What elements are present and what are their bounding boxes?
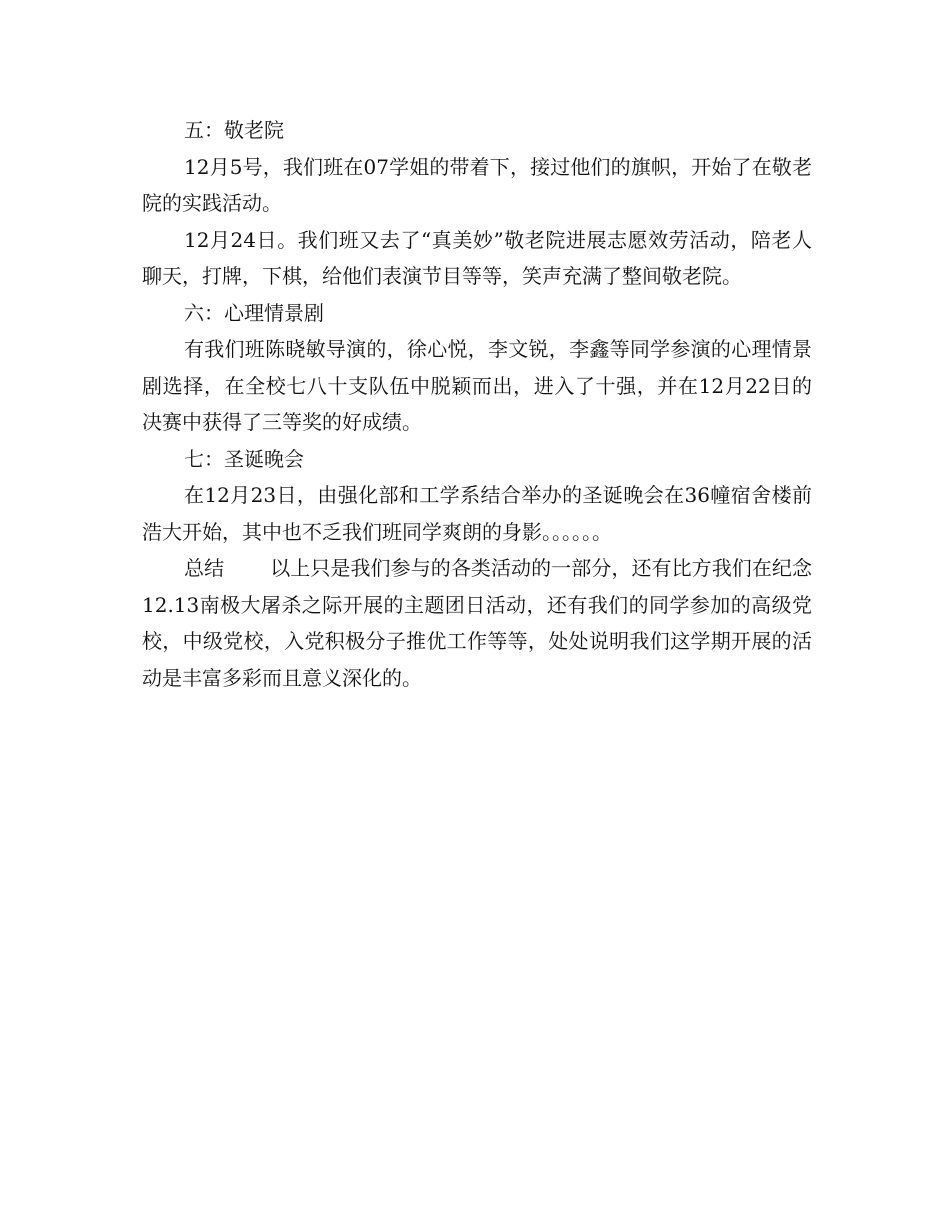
summary-text: 以上只是我们参与的各类活动的一部分，还有比方我们在纪念12.13南极大屠杀之际开展的主题团日活动，还有我们的同学参加的高级党校，中级党校，入党积极分子推优工作等等，处处说明我们这学期开展的活动是丰富多彩而且意义深化的。 (142, 556, 813, 690)
summary-label: 总结 (184, 556, 225, 580)
paragraph-elderly-home-2: 12月24日。我们班又去了“真美妙”敬老院进展志愿效劳活动，陪老人聊天，打牌，下棋，给他们表演节目等等，笑声充满了整间敬老院。 (142, 227, 812, 288)
section-heading-elderly-home: 五：敬老院 (184, 118, 284, 142)
summary-paragraph (142, 550, 812, 696)
document-body (142, 112, 812, 696)
paragraph-elderly-home-1: 12月5号，我们班在07学姐的带着下，接过他们的旗帜，开始了在敬老院的实践活动。 (142, 154, 812, 215)
section-heading-christmas-party: 七：圣诞晚会 (184, 446, 304, 471)
section-heading-psychodrama: 六：心理情景剧 (184, 300, 324, 325)
paragraph-psychodrama: 有我们班陈晓敏导演的，徐心悦，李文锐，李鑫等同学参演的心理情景剧选择，在全校七八十支队伍中脱颖而出，进入了十强，并在12月22日的决赛中获得了三等奖的好成绩。 (142, 337, 812, 434)
paragraph-christmas-party: 在12月23日，由强化部和工学系结合举办的圣诞晚会在36幢宿舍楼前浩大开始，其中也不乏我们班同学爽朗的身影。。。。。。 (142, 483, 812, 544)
